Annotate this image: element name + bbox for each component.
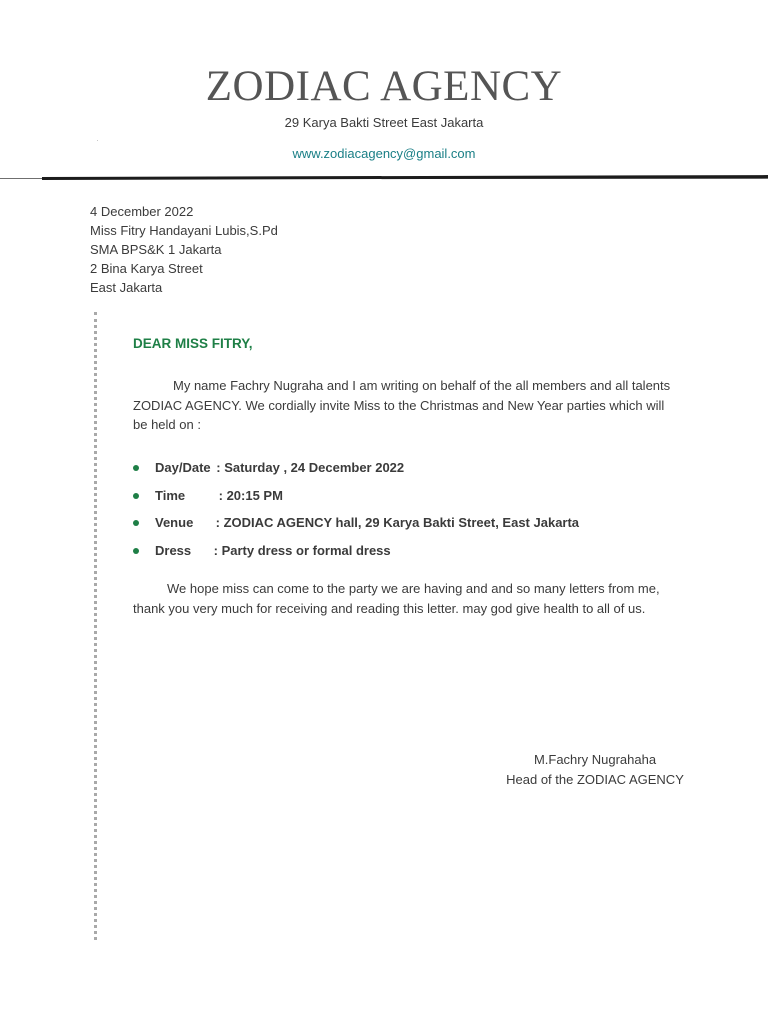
salutation: DEAR MISS FITRY,: [133, 336, 253, 351]
detail-label: Time: [155, 487, 186, 503]
letterhead-address: 29 Karya Bakti Street East Jakarta: [284, 115, 484, 130]
tiny-mark: [97, 140, 98, 141]
signatory-title: Head of the ZODIAC AGENCY: [506, 772, 684, 787]
letterhead-email: www.zodiacagency@gmail.com: [292, 146, 476, 161]
recipient-school: SMA BPS&K 1 Jakarta: [90, 242, 222, 257]
event-details-list: [133, 460, 579, 570]
event-detail-time: [133, 488, 579, 516]
detail-value: : Party dress or formal dress: [213, 542, 391, 558]
event-detail-date: [133, 460, 579, 488]
event-detail-venue: [133, 515, 579, 543]
letterhead-title: ZODIAC AGENCY: [205, 63, 563, 110]
bullet-icon: [133, 520, 139, 526]
bullet-icon: [133, 465, 139, 471]
detail-value: : ZODIAC AGENCY hall, 29 Karya Bakti Street, East Jakarta: [215, 515, 580, 530]
bullet-icon: [133, 493, 139, 499]
detail-label: Day/Date: [155, 460, 211, 475]
recipient-street: 2 Bina Karya Street: [90, 261, 203, 276]
detail-value: : 20:15 PM: [218, 487, 283, 503]
detail-label: Dress: [155, 542, 192, 558]
closing-paragraph-text: We hope miss can come to the party we are having and and so many letters from me, thank you very much for receiving and reading this letter. may god give health to all of us.: [133, 581, 660, 616]
detail-label: Venue: [155, 515, 194, 530]
header-divider-thick: [42, 175, 768, 180]
recipient-city: East Jakarta: [90, 280, 163, 295]
letter-date: 4 December 2022: [90, 204, 194, 219]
intro-paragraph-text: My name Fachry Nugraha and I am writing on behalf of the all members and all talents ZODIAC AGENCY. We cordially invite Miss to the Christmas and New Year parties which will be held on :: [133, 378, 671, 432]
signatory-name: M.Fachry Nugrahaha: [533, 752, 657, 767]
event-detail-dress: [133, 543, 579, 571]
closing-paragraph: [133, 579, 678, 618]
recipient-block: [90, 202, 278, 297]
recipient-name: Miss Fitry Handayani Lubis,S.Pd: [90, 223, 278, 238]
detail-value: : Saturday , 24 December 2022: [216, 460, 405, 475]
side-dotted-border: [94, 312, 97, 940]
signature-block: [480, 750, 710, 790]
intro-paragraph: [133, 376, 673, 435]
bullet-icon: [133, 548, 139, 554]
